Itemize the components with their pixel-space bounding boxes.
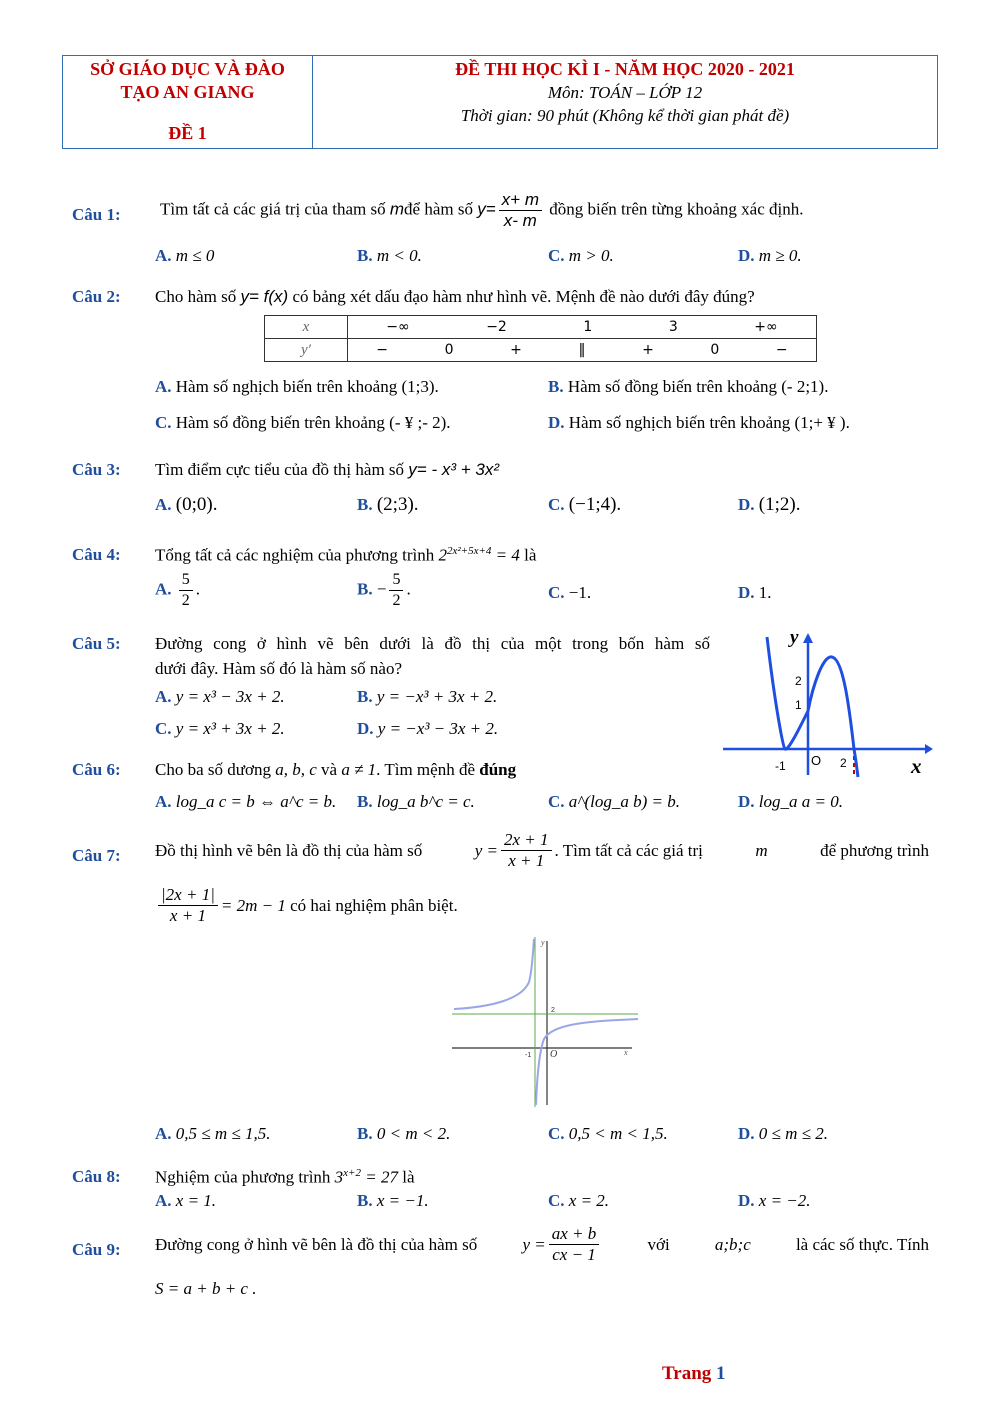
q7-text-b: . Tìm tất cả các giá trị	[554, 840, 703, 860]
q2-func: y= f(x)	[240, 287, 289, 306]
footer-page-number: 1	[716, 1363, 726, 1384]
q6-a-text: log_a c = b ⇔ a^c = b.	[175, 792, 337, 811]
q7-a-text: 0,5 ≤ m ≤ 1,5.	[175, 1124, 271, 1143]
q3-letter-b: B.	[357, 495, 373, 514]
exam-subject: Môn: TOÁN – LỚP 12	[547, 83, 703, 102]
sign-table-x-value: 3	[668, 319, 678, 335]
q5-cubic-graph	[715, 625, 935, 780]
q4-option-b[interactable]: B. − $\frac{5}{2}$ .	[357, 571, 411, 609]
q6-option-a[interactable]	[155, 792, 336, 812]
exam-header	[62, 55, 938, 149]
q3-c-text: (−1;4).	[568, 494, 622, 515]
q9-y: y =	[522, 1234, 546, 1254]
q8-option-c[interactable]	[548, 1191, 609, 1211]
y-values	[348, 342, 816, 358]
q7-tick-y2: 2	[551, 1007, 555, 1014]
q7-param: m	[755, 840, 768, 860]
q1-y: y=	[477, 199, 496, 219]
q4-b-num: 5	[389, 570, 403, 591]
q7-letter-a: A.	[155, 1124, 172, 1143]
q3-d-text: (1;2).	[758, 494, 801, 515]
q7-option-d[interactable]	[738, 1124, 828, 1144]
q5-tick-y1: 1	[795, 698, 802, 712]
q6-b-text: log_a b^c = c.	[376, 792, 475, 811]
q4-text-b: là	[524, 545, 537, 565]
sign-table-x-label: x	[265, 316, 348, 339]
header-left-cell	[63, 56, 313, 148]
q7-letter-c: C.	[548, 1124, 565, 1143]
q2-option-b[interactable]	[548, 377, 828, 397]
q5-option-c[interactable]	[155, 719, 285, 739]
q5-letter-b: B.	[357, 687, 373, 706]
q6-d-text: log_a a = 0.	[758, 792, 843, 811]
q1-option-c[interactable]	[548, 246, 614, 266]
q9-function	[522, 1224, 602, 1265]
q5-tick-x2: 2	[840, 756, 847, 770]
q4-base: 2	[438, 545, 447, 565]
q7-hyperbola-graph	[452, 937, 638, 1107]
question-6-text	[155, 760, 516, 780]
q9-denominator: cx − 1	[552, 1245, 596, 1264]
q7-y: y =	[474, 840, 498, 860]
q7-denominator: x + 1	[508, 851, 545, 870]
q5-d-text: y = −x³ − 3x + 2.	[377, 719, 499, 738]
question-3-text	[155, 460, 499, 480]
q5-y-label: y	[790, 627, 799, 648]
question-5-label: Câu 5:	[72, 634, 121, 653]
q1-letter-c: C.	[548, 246, 565, 265]
header-right-cell	[313, 56, 937, 148]
q8-a-text: x = 1.	[175, 1191, 217, 1210]
question-4-label: Câu 4:	[72, 545, 121, 564]
q2-option-a[interactable]	[155, 377, 439, 397]
q8-c-text: x = 2.	[568, 1191, 610, 1210]
sign-table-y-row	[348, 339, 817, 362]
q7-letter-d: D.	[738, 1124, 755, 1143]
q8-base: 3	[334, 1167, 344, 1187]
q5-a-text: y = x³ − 3x + 2.	[175, 687, 285, 706]
q6-option-c[interactable]	[548, 792, 680, 812]
q4-letter-a: A.	[155, 579, 172, 599]
q5-tick-y2: 2	[795, 674, 802, 688]
q7-fraction	[501, 830, 552, 871]
q2-text-a: Cho hàm số	[155, 287, 237, 306]
q5-letter-c: C.	[155, 719, 172, 738]
sign-table	[264, 315, 817, 362]
q1-denominator: x- m	[503, 211, 537, 230]
q6-vars: a, b, c	[275, 760, 317, 779]
q1-option-a[interactable]	[155, 246, 214, 266]
q7-b-text: 0 < m < 2.	[376, 1124, 451, 1143]
question-9-text	[155, 1224, 929, 1265]
q8-eq: = 27	[365, 1167, 398, 1187]
q5-b-text: y = −x³ + 3x + 2.	[376, 687, 498, 706]
question-1-label: Câu 1:	[72, 205, 121, 224]
q2-b-text: Hàm số đồng biến trên khoảng (- 2;1).	[567, 377, 829, 396]
q8-letter-b: B.	[357, 1191, 373, 1210]
q9-vars: a;b;c	[714, 1234, 751, 1254]
q1-letter-b: B.	[357, 246, 373, 265]
q3-func: y= - x³ + 3x²	[408, 460, 499, 479]
question-7-text	[155, 830, 929, 871]
q4-a-den: 2	[181, 592, 190, 609]
q5-tick-xm1: -1	[775, 759, 786, 773]
q6-bold-word: đúng	[479, 760, 517, 779]
q6-letter-d: D.	[738, 792, 755, 811]
q8-d-text: x = −2.	[758, 1191, 811, 1210]
q1-c-text: m > 0.	[568, 246, 614, 265]
q1-text-c: đồng biến trên từng khoảng xác định.	[549, 199, 804, 219]
q8-letter-d: D.	[738, 1191, 755, 1210]
sign-table-x-row	[348, 316, 817, 339]
q7-origin-label: O	[550, 1049, 558, 1060]
department-line2: TẠO AN GIANG	[120, 82, 255, 102]
q2-letter-b: B.	[548, 377, 564, 396]
sign-table-y-value: 0	[710, 342, 720, 358]
question-6-label: Câu 6:	[72, 760, 121, 779]
exam-code: ĐỀ 1	[168, 123, 207, 143]
q2-option-c[interactable]	[155, 413, 451, 433]
q6-option-b[interactable]	[357, 792, 475, 812]
q5-letter-a: A.	[155, 687, 172, 706]
q8-b-text: x = −1.	[376, 1191, 429, 1210]
q1-param: m	[389, 199, 405, 219]
q5-y-arrow-icon	[803, 633, 813, 643]
sign-table-y-value: −	[376, 342, 389, 358]
q1-fraction	[499, 190, 542, 231]
q4-b-fraction	[389, 570, 403, 611]
q8-option-d[interactable]	[738, 1191, 811, 1211]
question-8-label: Câu 8:	[72, 1167, 121, 1186]
q5-x-arrow-icon	[925, 744, 933, 754]
department-line1: SỞ GIÁO DỤC VÀ ĐÀO	[90, 59, 285, 79]
question-7-label: Câu 7:	[72, 846, 121, 865]
q3-option-b[interactable]	[357, 494, 419, 516]
sign-table-y-label: y′	[265, 339, 348, 362]
sign-table-x-value: −∞	[386, 319, 410, 335]
q4-letter-c: C.	[548, 583, 565, 602]
q3-option-c[interactable]	[548, 494, 621, 516]
q6-text-a: Cho ba số dương	[155, 760, 271, 779]
q6-letter-a: A.	[155, 792, 172, 811]
q7-eq-denominator: x + 1	[169, 906, 206, 925]
page-footer	[662, 1363, 726, 1385]
q6-cond: a ≠ 1	[341, 760, 377, 779]
q5-letter-d: D.	[357, 719, 374, 738]
q5-option-d[interactable]	[357, 719, 498, 739]
q1-letter-a: A.	[155, 246, 172, 265]
q4-b-sign: −	[376, 579, 387, 599]
q7-eq-rhs: = 2m − 1	[220, 895, 286, 915]
q7-option-b[interactable]	[357, 1124, 450, 1144]
q7-numerator: 2x + 1	[501, 830, 552, 851]
q7-x-label: x	[624, 1048, 628, 1057]
q1-text-b: để hàm số	[404, 199, 473, 219]
q7-tick-xm1: -1	[525, 1052, 532, 1059]
x-values	[348, 319, 816, 335]
q4-option-d[interactable]	[738, 583, 772, 603]
q4-d-text: 1.	[758, 583, 772, 602]
sign-table-y-value: 0	[444, 342, 454, 358]
sign-table-x-value: 1	[583, 319, 593, 335]
q9-text-a: Đường cong ở hình vẽ bên là đồ thị của hàm số	[155, 1234, 478, 1254]
q7-option-a[interactable]	[155, 1124, 270, 1144]
question-8-text	[155, 1167, 415, 1188]
exam-title: ĐỀ THI HỌC KÌ I - NĂM HỌC 2020 - 2021	[455, 59, 795, 79]
q4-letter-d: D.	[738, 583, 755, 602]
q1-numerator: x+ m	[499, 190, 542, 211]
q4-option-c[interactable]	[548, 583, 591, 603]
q8-option-a[interactable]	[155, 1191, 216, 1211]
q2-d-text: Hàm số nghịch biến trên khoảng (1;+ ¥ ).	[568, 413, 850, 432]
q1-text-a: Tìm tất cả các giá trị của tham số	[160, 199, 386, 219]
q8-exponent: x+2	[343, 1167, 361, 1179]
sign-table-y-value: +	[510, 342, 522, 358]
q6-text-c: . Tìm mệnh đề	[376, 760, 475, 779]
q5-origin-label: O	[811, 753, 822, 768]
q3-text: Tìm điểm cực tiểu của đồ thị hàm số	[155, 460, 405, 479]
q4-exponent: 2x²+5x+4	[447, 545, 492, 557]
q1-option-d[interactable]	[738, 246, 802, 266]
q2-letter-a: A.	[155, 377, 172, 396]
q7-text-d: có hai nghiệm phân biệt.	[290, 895, 458, 915]
q8-text-a: Nghiệm của phương trình	[155, 1167, 331, 1187]
q3-letter-a: A.	[155, 495, 172, 514]
q8-letter-c: C.	[548, 1191, 565, 1210]
q8-option-b[interactable]	[357, 1191, 429, 1211]
question-4-text	[155, 545, 536, 566]
question-3-label: Câu 3:	[72, 460, 121, 479]
q3-option-d[interactable]	[738, 494, 800, 516]
q9-line2: S = a + b + c .	[155, 1279, 257, 1298]
question-2-label: Câu 2:	[72, 287, 121, 306]
q4-eq: = 4	[495, 545, 520, 565]
sign-table-y-value: +	[642, 342, 654, 358]
q5-option-a[interactable]	[155, 687, 285, 707]
sign-table-x-value: +∞	[754, 319, 778, 335]
q1-b-text: m < 0.	[376, 246, 422, 265]
q4-c-text: −1.	[568, 583, 592, 602]
q1-letter-d: D.	[738, 246, 755, 265]
q4-a-num: 5	[179, 570, 193, 591]
q2-c-text: Hàm số đồng biến trên khoảng (- ¥ ;- 2).	[175, 413, 451, 432]
q7-text-c: để phương trình	[820, 840, 929, 860]
q3-b-text: (2;3).	[376, 494, 419, 515]
q5-x-label: x	[911, 754, 922, 778]
q2-letter-c: C.	[155, 413, 172, 432]
q1-d-text: m ≥ 0.	[758, 246, 802, 265]
q7-equation	[155, 885, 458, 926]
question-1-text	[160, 190, 803, 231]
q1-a-text: m ≤ 0	[175, 246, 215, 265]
q4-letter-b: B.	[357, 579, 373, 599]
q7-left-branch	[454, 939, 534, 1009]
q8-text-b: là	[402, 1167, 415, 1187]
q3-letter-d: D.	[738, 495, 755, 514]
exam-time: Thời gian: 90 phút (Không kể thời gian phát đề)	[460, 106, 790, 125]
q7-y-label: y	[541, 938, 545, 947]
q7-right-branch	[536, 1019, 638, 1105]
q6-c-text: a^(log_a b) = b.	[568, 792, 680, 811]
q7-function	[475, 830, 703, 871]
q6-text-b: và	[321, 760, 338, 779]
q6-letter-c: C.	[548, 792, 565, 811]
q2-option-d[interactable]	[548, 413, 850, 433]
q9-fraction	[549, 1224, 600, 1265]
q7-letter-b: B.	[357, 1124, 373, 1143]
q4-b-den: 2	[392, 592, 401, 609]
q7-c-text: 0,5 < m < 1,5.	[568, 1124, 668, 1143]
q3-letter-c: C.	[548, 495, 565, 514]
sign-table-y-value: −	[775, 342, 788, 358]
q6-letter-b: B.	[357, 792, 373, 811]
q9-text-b: với	[647, 1234, 670, 1254]
q9-text-c: là các số thực. Tính	[795, 1234, 929, 1254]
q8-letter-a: A.	[155, 1191, 172, 1210]
question-2-text	[155, 287, 755, 307]
q7-eq-numerator: |2x + 1|	[158, 885, 218, 906]
q7-d-text: 0 ≤ m ≤ 2.	[758, 1124, 828, 1143]
q7-option-c[interactable]	[548, 1124, 668, 1144]
q5-line1: Đường cong ở hình vẽ bên dưới là đồ thị của một trong bốn hàm số	[155, 634, 710, 653]
q5-line2: dưới đây. Hàm số đó là hàm số nào?	[155, 659, 403, 678]
sign-table-y-value: ‖	[578, 342, 586, 358]
q2-text-b: có bảng xét dấu đạo hàm như hình vẽ. Mệnh đề nào dưới đây đúng?	[292, 287, 755, 306]
q4-option-a[interactable]: A. $\frac{5}{2}$ .	[155, 571, 201, 609]
q2-letter-d: D.	[548, 413, 565, 432]
q3-a-text: (0;0).	[175, 494, 218, 515]
q5-option-b[interactable]	[357, 687, 497, 707]
q7-text-a: Đồ thị hình vẽ bên là đồ thị của hàm số	[155, 840, 423, 860]
q6-option-d[interactable]	[738, 792, 843, 812]
q1-option-b[interactable]	[357, 246, 422, 266]
q4-text-a: Tổng tất cả các nghiệm của phương trình	[155, 545, 435, 565]
q4-a-fraction	[179, 570, 193, 611]
q7-eq-fraction	[158, 885, 218, 926]
sign-table-x-value: −2	[486, 319, 507, 335]
q2-a-text: Hàm số nghịch biến trên khoảng (1;3).	[175, 377, 439, 396]
q3-option-a[interactable]	[155, 494, 217, 516]
question-9-label: Câu 9:	[72, 1240, 121, 1259]
q9-numerator: ax + b	[549, 1224, 600, 1245]
q5-c-text: y = x³ + 3x + 2.	[175, 719, 285, 738]
footer-label: Trang	[662, 1363, 712, 1384]
